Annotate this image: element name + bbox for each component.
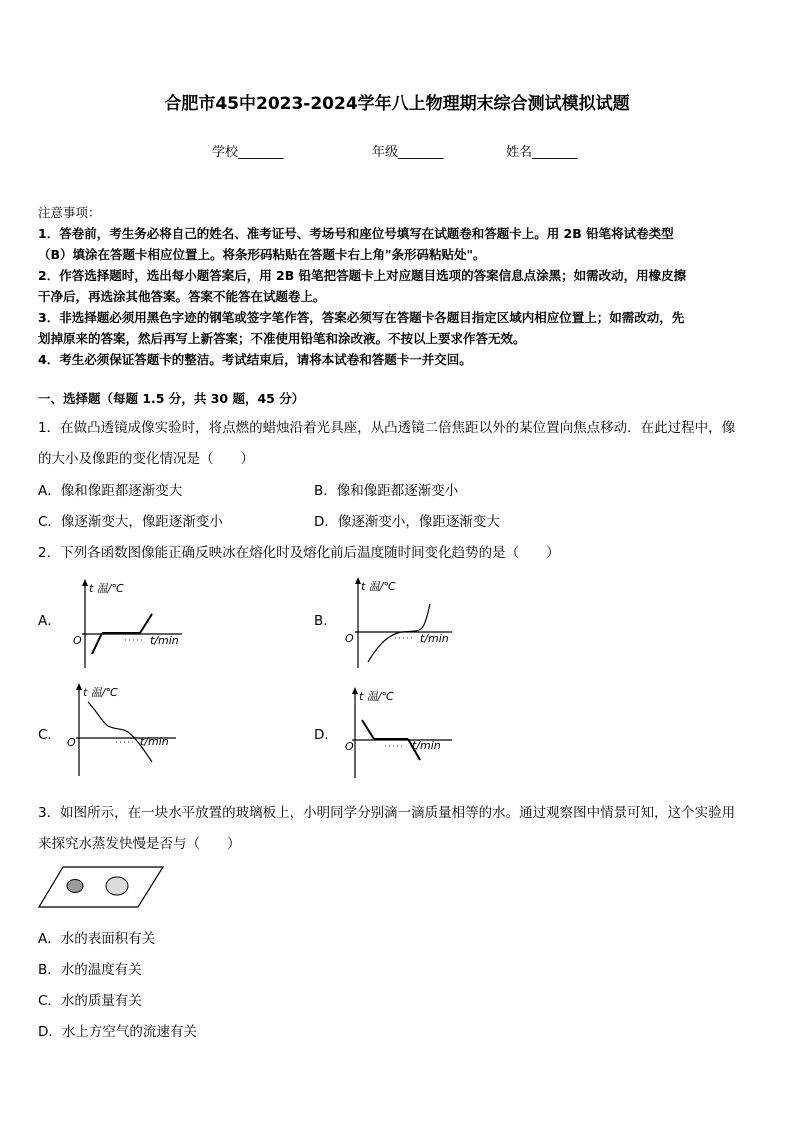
q2-option-d-label: D． (314, 727, 338, 743)
q3-stem-line1: 3．如图所示，在一块水平放置的玻璃板上，小明同学分别滴一滴质量相等的水。通过观察图中情景可知，这个实验用 (38, 805, 736, 821)
y-axis-label: t 温/℃ (361, 580, 396, 593)
q2-option-b-label: B． (314, 613, 337, 629)
grade-field: 年级_______ (372, 145, 444, 160)
q2-graph-d (340, 686, 460, 780)
y-axis-label: t 温/℃ (359, 690, 394, 703)
q1-option-c: C．像逐渐变大，像距逐渐变小 (38, 514, 223, 530)
section-heading: 一、选择题（每题 1.5 分，共 30 题，45 分） (38, 391, 305, 406)
q3-option-c: C．水的质量有关 (38, 993, 142, 1009)
notice-line: 2．作答选择题时，选出每小题答案后，用 2B 铅笔把答题卡上对应题目选项的答案信息点涂黑；如需改动，用橡皮擦 (38, 268, 687, 283)
q1-stem-line1: 1．在做凸透镜成像实验时，将点燃的蜡烛沿着光具座，从凸透镜二倍焦距以外的某位置向焦点移动．在此过程中，像 (38, 420, 736, 436)
notice-line: 3．非选择题必须用黑色字迹的钢笔或签字笔作答，答案必须写在答题卡各题目指定区域内相应位置上；如需改动，先 (38, 310, 685, 325)
q3-option-d: D．水上方空气的流速有关 (38, 1024, 197, 1040)
q2-stem: 2．下列各函数图像能正确反映冰在熔化时及熔化前后温度随时间变化趋势的是（ ） (38, 545, 560, 561)
x-axis-label: t/min (412, 739, 441, 752)
x-axis-label: t/min (140, 735, 169, 748)
q1-stem-line2: 的大小及像距的变化情况是（ ） (38, 451, 254, 467)
large-water-drop (106, 877, 128, 895)
notice-line: （B）填涂在答题卡相应位置上。将条形码粘贴在答题卡右上角"条形码粘贴处"。 (38, 247, 486, 262)
y-axis-label: t 温/℃ (83, 686, 118, 699)
school-field: 学校_______ (212, 145, 284, 160)
q3-stem-line2: 来探究水蒸发快慢是否与（ ） (38, 836, 241, 852)
x-axis-label: t/min (150, 634, 179, 647)
origin-label: O (345, 740, 354, 753)
q2-option-a-label: A． (38, 613, 61, 629)
q3-option-a: A．水的表面积有关 (38, 931, 156, 947)
q1-option-b: B．像和像距都逐渐变小 (314, 483, 459, 499)
notice-heading: 注意事项： (38, 205, 101, 220)
page-title: 合肥市45中2023-2024学年八上物理期末综合测试模拟试题 (164, 94, 630, 114)
y-axis-label: t 温/℃ (89, 582, 124, 595)
q1-option-d: D．像逐渐变小，像距逐渐变大 (314, 514, 500, 530)
x-axis-label: t/min (420, 632, 449, 645)
small-water-drop (67, 880, 83, 893)
origin-label: O (345, 632, 354, 645)
glass-plate-figure (38, 864, 168, 910)
notice-line: 1．答卷前，考生务必将自己的姓名、准考证号、考场号和座位号填写在试题卷和答题卡上。用 2B 铅笔将试卷类型 (38, 226, 674, 241)
notice-line: 划掉原来的答案，然后再写上新答案；不准使用铅笔和涂改液。不按以上要求作答无效。 (38, 331, 526, 346)
q3-option-b: B．水的温度有关 (38, 962, 142, 978)
name-field: 姓名_______ (506, 145, 578, 160)
glass-plate (39, 867, 163, 907)
q2-graph-c (64, 682, 184, 778)
origin-label: O (73, 634, 82, 647)
notice-line: 干净后，再选涂其他答案。答案不能答在试题卷上。 (38, 289, 326, 304)
q2-graph-b (340, 576, 460, 670)
q2-graph-a (70, 578, 190, 670)
origin-label: O (67, 736, 76, 749)
q2-option-c-label: C． (38, 727, 61, 743)
q1-option-a: A．像和像距都逐渐变大 (38, 483, 183, 499)
notice-line: 4．考生必须保证答题卡的整洁。考试结束后，请将本试卷和答题卡一并交回。 (38, 352, 472, 367)
